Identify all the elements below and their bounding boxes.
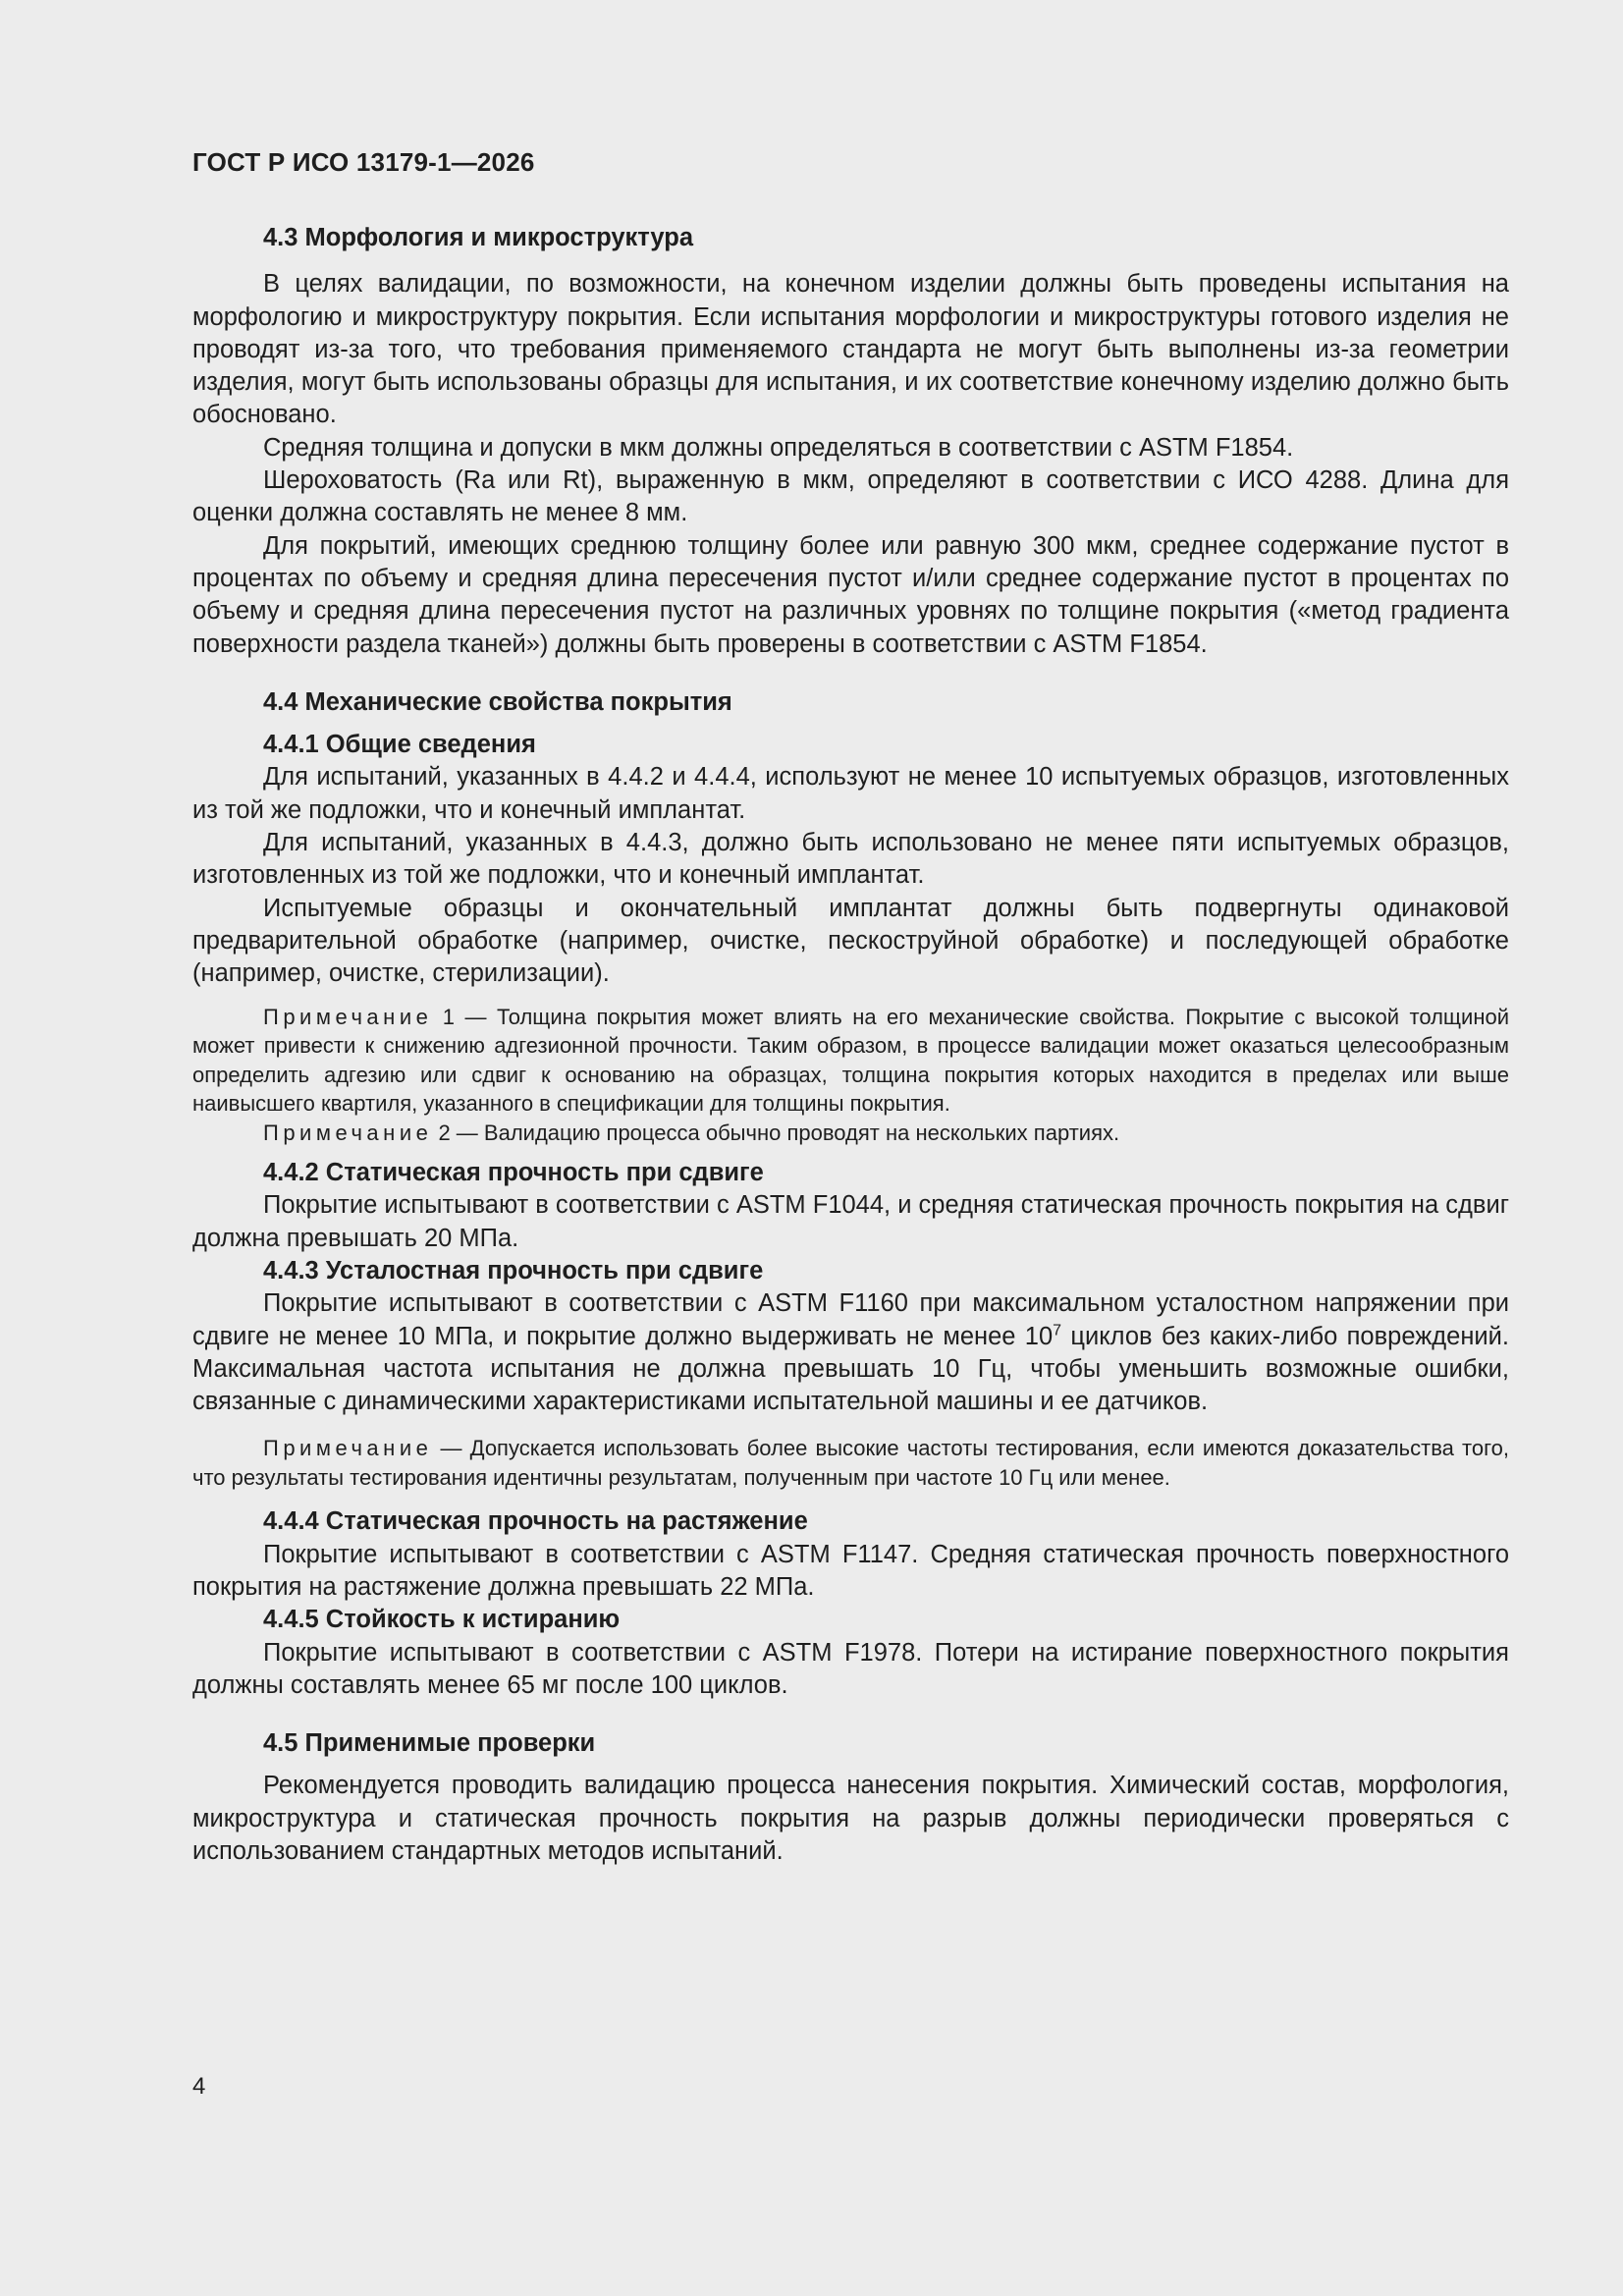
notes-4-4-3 [192, 1434, 1509, 1492]
note-1-text: 1 — Толщина покрытия может влиять на его механические свойства. Покрытие с высокой толщиной может привести к снижению адгезионной прочности. Таким образом, в процессе валидации может оказаться целесообразным определить адгезию или сдвиг к основанию на образцах, толщина покрытия которых находится в пределах или выше наивысшего квартиля, указанного в спецификации для толщины покрытия. [192, 1004, 1509, 1117]
section-4-4-1-title: 4.4.1 Общие сведения [263, 731, 536, 759]
document-header: ГОСТ Р ИСО 13179-1—2026 [192, 147, 535, 177]
notes-4-4-1 [192, 1003, 1509, 1148]
section-4-3-paragraph-4: Для покрытий, имеющих среднюю толщину более или равную 300 мкм, среднее содержание пустот в процентах по объему и средняя длина пересечения пустот и/или среднее содержание пустот в процентах по объему и средняя длина пересечения пустот на различных уровнях по толщине покрытия («метод градиента поверхности раздела тканей») должны быть проверены в соответствии с ASTM F1854. [192, 531, 1509, 658]
note-label: Примечание [263, 1120, 433, 1145]
page-content [192, 222, 1509, 1868]
section-4-4-1-paragraph-2: Для испытаний, указанных в 4.4.3, должно быть использовано не менее пяти испытуемых образцов, изготовленных из той же подложки, что и конечный имплантат. [192, 829, 1509, 890]
section-4-4-3-title: 4.4.3 Усталостная прочность при сдвиге [263, 1256, 764, 1285]
section-4-3-title: 4.3 Морфология и микроструктура [263, 224, 694, 251]
section-4-3-paragraph-3: Шероховатость (Ra или Rt), выраженную в мкм, определяют в соответствии с ИСО 4288. Длина для оценки должна составлять не менее 8 мм. [192, 466, 1509, 527]
page-number: 4 [192, 2073, 206, 2100]
note-4-4-3 [192, 1434, 1509, 1492]
section-4-4-2-title: 4.4.2 Статическая прочность при сдвиге [263, 1159, 764, 1187]
section-4-4-4-title: 4.4.4 Статическая прочность на растяжение [263, 1507, 808, 1536]
section-4-4-1-paragraph-1: Для испытаний, указанных в 4.4.2 и 4.4.4, используют не менее 10 испытуемых образцов, изготовленных из той же подложки, что и конечный имплантат. [192, 763, 1509, 824]
section-4-4-5-paragraph-1: Покрытие испытывают в соответствии с ASTM F1978. Потери на истирание поверхностного покрытия должны составлять менее 65 мг после 100 циклов. [192, 1638, 1509, 1699]
note-4-4-3-text: — Допускается использовать более высокие частоты тестирования, если имеются доказательства того, что результаты тестирования идентичны результатам, полученным при частоте 10 Гц или менее. [192, 1436, 1509, 1490]
exponent: 7 [1053, 1322, 1062, 1339]
note-label: Примечание [263, 1436, 433, 1461]
section-4-3-paragraph-1: В целях валидации, по возможности, на конечном изделии должны быть проведены испытания на морфологию и микроструктуру покрытия. Если испытания морфологии и микроструктуры готового изделия не проводят из-за того, что требования применяемого стандарта не могут быть выполнены из-за геометрии изделия, могут быть использованы образцы для испытания, и их соответствие конечному изделию должно быть обосновано. [192, 270, 1509, 429]
note-2 [192, 1119, 1509, 1148]
section-4-4-2-paragraph-1: Покрытие испытывают в соответствии с ASTM F1044, и средняя статическая прочность покрытия на сдвиг должна превышать 20 МПа. [192, 1191, 1509, 1252]
section-4-5-title: 4.5 Применимые проверки [263, 1729, 596, 1758]
note-label: Примечание [263, 1004, 433, 1029]
section-4-4-3-paragraph-1: Покрытие испытывают в соответствии с ASTM F1160 при максимальном усталостном напряжении при сдвиге не менее 10 МПа, и покрытие должно выдерживать не менее $10^7$ циклов без каких-либо повреждений. Максимальная частота испытания не должна превышать 10 Гц, чтобы уменьшить возможные ошибки, связанные с динамическими характеристиками испытательной машины и ее датчиков. [192, 1289, 1509, 1416]
note-1 [192, 1003, 1509, 1119]
section-4-4-4-paragraph-1: Покрытие испытывают в соответствии с ASTM F1147. Средняя статическая прочность поверхностного покрытия на растяжение должна превышать 22 МПа. [192, 1540, 1509, 1601]
section-4-4-1-paragraph-3: Испытуемые образцы и окончательный имплантат должны быть подвергнуты одинаковой предварительной обработке (например, очистке, пескоструйной обработке) и последующей обработке (например, очистке, стерилизации). [192, 894, 1509, 988]
section-4-4-title: 4.4 Механические свойства покрытия [263, 687, 732, 716]
section-4-3-paragraph-2: Средняя толщина и допуски в мкм должны определяться в соответствии с ASTM F1854. [263, 433, 1294, 462]
section-4-4-5-title: 4.4.5 Стойкость к истиранию [263, 1606, 621, 1634]
section-4-5-paragraph-1: Рекомендуется проводить валидацию процесса нанесения покрытия. Химический состав, морфология, микроструктура и статическая прочность покрытия на разрыв должны периодически проверяться с использованием стандартных методов испытаний. [192, 1772, 1509, 1866]
note-2-text: 2 — Валидацию процесса обычно проводят на нескольких партиях. [432, 1120, 1120, 1145]
